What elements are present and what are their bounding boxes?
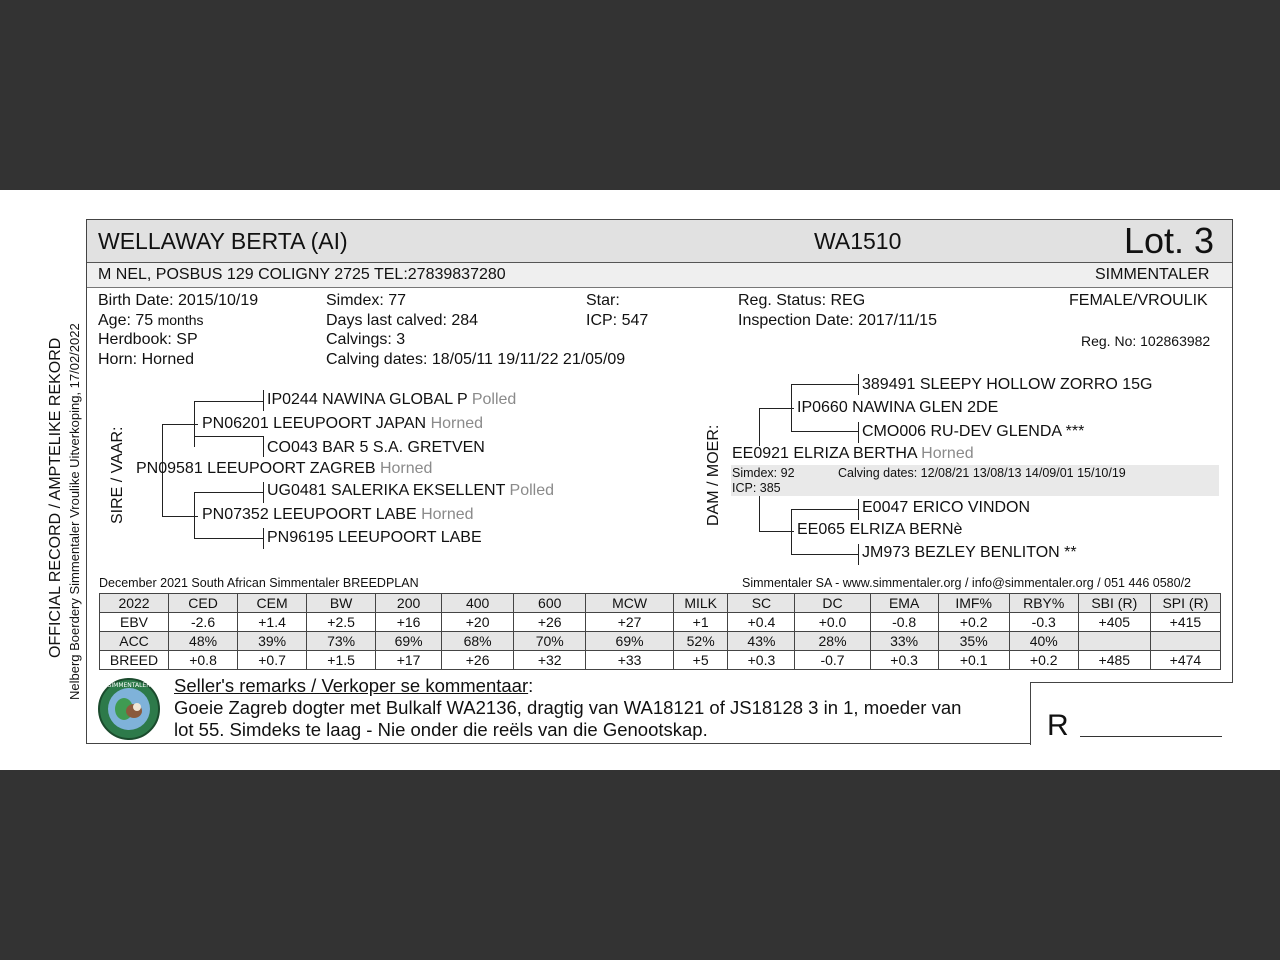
calvings: Calvings: 3 [326, 331, 406, 348]
ebv-cell: CEM [238, 594, 307, 613]
dam: EE0921 ELRIZA BERTHA Horned [732, 445, 974, 462]
sire-label: SIRE / VAAR: [109, 426, 126, 524]
ebv-cell: +474 [1150, 651, 1220, 670]
ebv-cell: +33 [586, 651, 674, 670]
ebv-cell: SPI (R) [1150, 594, 1220, 613]
animal-name: WELLAWAY BERTA (AI) [98, 228, 348, 254]
ebv-cell: 52% [673, 632, 728, 651]
ebv-cell: SC [728, 594, 795, 613]
sire-dam-sire: UG0481 SALERIKA EKSELLENT Polled [267, 482, 554, 499]
ebv-cell: BREED [100, 651, 169, 670]
ebv-cell: +0.1 [938, 651, 1009, 670]
ebv-cell: 400 [442, 594, 514, 613]
breed-label: SIMMENTALER [1095, 266, 1210, 283]
herdbook: Herdbook: SP [98, 331, 198, 348]
breedplan-contact: Simmentaler SA - www.simmentaler.org / info@simmentaler.org / 051 446 0580/2 [742, 576, 1192, 590]
ebv-cell: 69% [376, 632, 442, 651]
ebv-row-acc [100, 632, 1221, 651]
ebv-cell: +27 [586, 613, 674, 632]
ebv-cell: IMF% [938, 594, 1009, 613]
ebv-cell: +17 [376, 651, 442, 670]
ebv-cell: 2022 [100, 594, 169, 613]
ebv-cell: 69% [586, 632, 674, 651]
sire-sire-sire: IP0244 NAWINA GLOBAL P Polled [267, 391, 517, 408]
ebv-cell: 73% [307, 632, 376, 651]
record-sheet [0, 190, 1280, 770]
ebv-cell: DC [795, 594, 870, 613]
ebv-cell [1078, 632, 1150, 651]
remarks-heading-line: Seller's remarks / Verkoper se kommentaar: [174, 675, 534, 696]
dam-sire-sire: 389491 SLEEPY HOLLOW ZORRO 15G [862, 376, 1153, 393]
ebv-cell: CED [169, 594, 238, 613]
ebv-cell: 48% [169, 632, 238, 651]
ebv-row-ebv [100, 613, 1221, 632]
ebv-table [99, 593, 1221, 670]
dam-sire: IP0660 NAWINA GLEN 2DE [797, 399, 999, 416]
ebv-cell: 600 [514, 594, 586, 613]
icp: ICP: 547 [586, 312, 649, 329]
sire-sire: PN06201 LEEUPOORT JAPAN Horned [202, 415, 484, 432]
ebv-cell: +405 [1078, 613, 1150, 632]
sire-dam: PN07352 LEEUPOORT LABE Horned [202, 506, 474, 523]
ebv-cell: EBV [100, 613, 169, 632]
ebv-cell: +0.2 [1009, 651, 1078, 670]
ebv-cell: 70% [514, 632, 586, 651]
animal-code: WA1510 [814, 228, 902, 254]
simdex: Simdex: 77 [326, 292, 407, 309]
ebv-cell: +5 [673, 651, 728, 670]
ebv-cell: +0.4 [728, 613, 795, 632]
star: Star: [586, 292, 620, 309]
sire-dam-dam: PN96195 LEEUPOORT LABE [267, 529, 482, 546]
dam-icp: ICP: 385 [732, 481, 781, 495]
ebv-cell: +0.2 [938, 613, 1009, 632]
horn-status: Horn: Horned [98, 351, 195, 368]
side-sale-title: Nelberg Boerdery Simmentaler Vroulike Uitverkoping, 17/02/2022 [67, 323, 82, 700]
ebv-cell: -0.7 [795, 651, 870, 670]
owner-address: M NEL, POSBUS 129 COLIGNY 2725 TEL:27839837280 [98, 266, 506, 283]
ebv-cell: BW [307, 594, 376, 613]
calving-dates: Calving dates: 18/05/11 19/11/22 21/05/09 [326, 351, 626, 368]
ebv-cell: -0.3 [1009, 613, 1078, 632]
ebv-cell: +485 [1078, 651, 1150, 670]
days-last-calved: Days last calved: 284 [326, 312, 479, 329]
sex: FEMALE/VROULIK [1069, 292, 1208, 309]
ebv-cell [1150, 632, 1220, 651]
ebv-cell: +0.8 [169, 651, 238, 670]
ebv-cell: +1.4 [238, 613, 307, 632]
sire: PN09581 LEEUPOORT ZAGREB Horned [136, 460, 433, 477]
reg-status: Reg. Status: REG [738, 292, 866, 309]
age: Age: 75 months [98, 312, 204, 329]
dam-dam-dam: JM973 BEZLEY BENLITON ** [862, 544, 1077, 561]
ebv-cell: EMA [870, 594, 938, 613]
price-line[interactable] [1080, 736, 1222, 737]
dam-dam-sire: E0047 ERICO VINDON [862, 499, 1031, 516]
ebv-cell: +20 [442, 613, 514, 632]
ebv-cell: 68% [442, 632, 514, 651]
ebv-header-row [100, 594, 1221, 613]
birth-date: Birth Date: 2015/10/19 [98, 292, 259, 309]
ebv-cell: +0.0 [795, 613, 870, 632]
breedplan-title: December 2021 South African Simmentaler BREEDPLAN [99, 576, 419, 590]
ebv-cell: +1 [673, 613, 728, 632]
ebv-cell: ACC [100, 632, 169, 651]
ebv-cell: +1.5 [307, 651, 376, 670]
ebv-cell: MCW [586, 594, 674, 613]
ebv-cell: +0.7 [238, 651, 307, 670]
logo-text: SIMMENTALER [107, 682, 151, 689]
ebv-cell: +0.3 [728, 651, 795, 670]
ebv-cell: +2.5 [307, 613, 376, 632]
ebv-cell: 40% [1009, 632, 1078, 651]
ebv-row-breed [100, 651, 1221, 670]
side-official-record: OFFICIAL RECORD / AMPTELIKE REKORD [47, 337, 64, 658]
society-logo [97, 677, 161, 741]
lot-number: Lot. 3 [1124, 220, 1215, 261]
reg-no: Reg. No: 102863982 [1081, 333, 1211, 349]
ebv-cell: 28% [795, 632, 870, 651]
ebv-cell: 39% [238, 632, 307, 651]
ebv-cell: +26 [514, 613, 586, 632]
ebv-cell: 200 [376, 594, 442, 613]
dam-sire-dam: CMO006 RU-DEV GLENDA *** [862, 423, 1085, 440]
dam-dam: EE065 ELRIZA BERNè [797, 521, 963, 538]
ebv-cell: RBY% [1009, 594, 1078, 613]
ebv-cell: +0.3 [870, 651, 938, 670]
remarks-line-2: lot 55. Simdeks te laag - Nie onder die reëls van die Genootskap. [174, 719, 708, 740]
ebv-cell: 43% [728, 632, 795, 651]
ebv-cell: 33% [870, 632, 938, 651]
remarks-heading: Seller's remarks / Verkoper se kommentaar [174, 675, 529, 696]
dam-calving-dates: Calving dates: 12/08/21 13/08/13 14/09/01 15/10/19 [838, 466, 1126, 480]
ebv-cell: -0.8 [870, 613, 938, 632]
ebv-cell: +16 [376, 613, 442, 632]
ebv-cell: MILK [673, 594, 728, 613]
remarks-line-1: Goeie Zagreb dogter met Bulkalf WA2136, dragtig van WA18121 of JS18128 3 in 1, moeder van [174, 697, 962, 718]
ebv-cell: SBI (R) [1078, 594, 1150, 613]
ebv-cell: +26 [442, 651, 514, 670]
ebv-cell: +415 [1150, 613, 1220, 632]
ebv-cell: -2.6 [169, 613, 238, 632]
dam-label: DAM / MOER: [705, 424, 722, 526]
dam-simdex: Simdex: 92 [732, 466, 795, 480]
price-label: R [1047, 709, 1069, 742]
sire-sire-dam: CO043 BAR 5 S.A. GRETVEN [267, 439, 485, 456]
ebv-cell: 35% [938, 632, 1009, 651]
ebv-cell: +32 [514, 651, 586, 670]
inspection-date: Inspection Date: 2017/11/15 [738, 312, 937, 329]
